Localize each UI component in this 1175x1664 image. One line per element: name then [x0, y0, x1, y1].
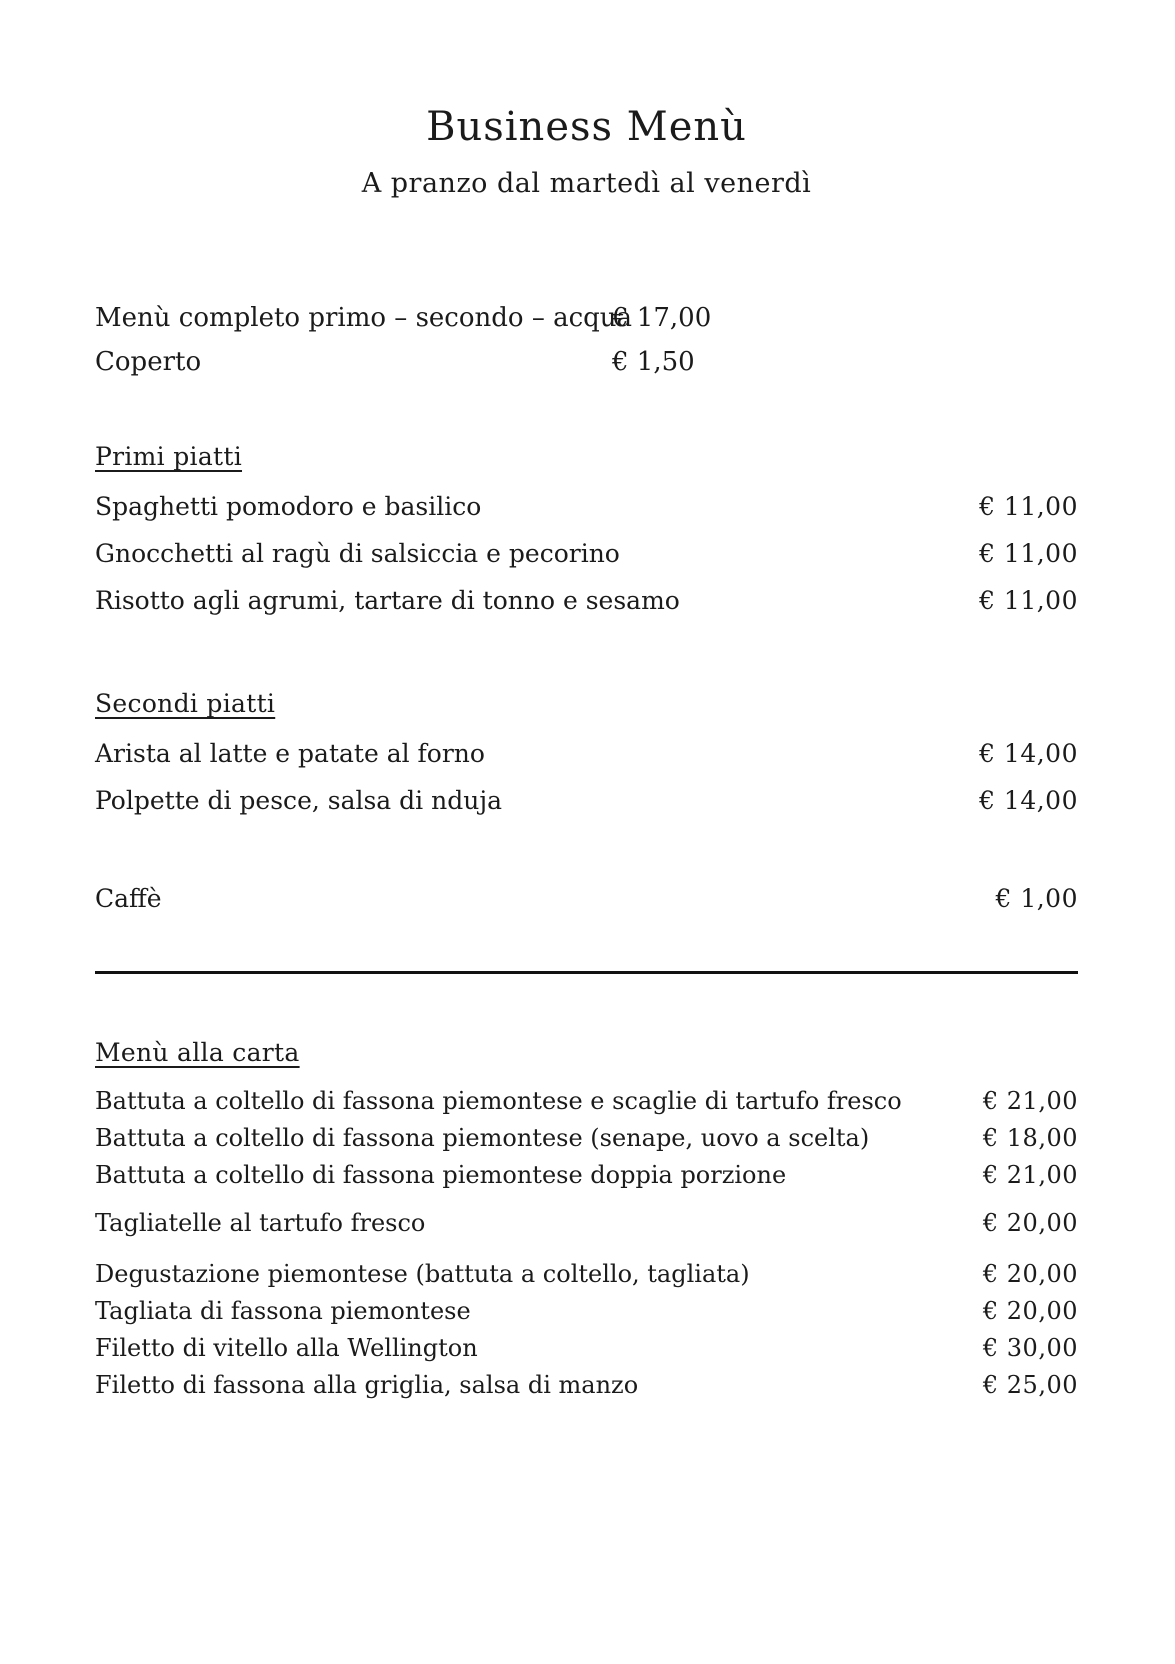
menu-row: [95, 483, 1078, 530]
dish-price: € 11,00: [979, 586, 1078, 615]
dish-name: Degustazione piemontese (battuta a coltello, tagliata): [95, 1260, 750, 1288]
dish-name: Tagliata di fassona piemontese: [95, 1297, 471, 1325]
carta-group: [95, 1083, 1078, 1194]
carta-group: [95, 1205, 1078, 1242]
dish-name: Battuta a coltello di fassona piemontese e scaglie di tartufo fresco: [95, 1087, 902, 1115]
summary-block: [95, 296, 1078, 384]
primi-items: [95, 483, 1078, 624]
page-subtitle: A pranzo dal martedì al venerdì: [361, 168, 812, 199]
section-secondi-piatti: [95, 686, 1078, 824]
menu-row: [95, 875, 1078, 922]
dish-price: € 20,00: [982, 1260, 1078, 1288]
menu-row: [95, 1367, 1078, 1404]
dish-price: € 30,00: [982, 1334, 1078, 1362]
dish-name: Battuta a coltello di fassona piemontese (senape, uovo a scelta): [95, 1124, 870, 1152]
menu-row: [95, 530, 1078, 577]
summary-price: € 17,00: [612, 303, 712, 333]
menu-row: [95, 777, 1078, 824]
menu-row: [95, 1293, 1078, 1330]
dish-price: € 18,00: [982, 1124, 1078, 1152]
dish-price: € 1,00: [995, 884, 1078, 913]
dish-name: Filetto di fassona alla griglia, salsa di manzo: [95, 1371, 639, 1399]
dish-name: Arista al latte e patate al forno: [95, 739, 485, 768]
section-coffee: [95, 875, 1078, 922]
summary-price: € 1,50: [612, 347, 695, 377]
dish-name: Spaghetti pomodoro e basilico: [95, 492, 482, 521]
menu-row: [95, 1330, 1078, 1367]
section-heading-carta: Menù alla carta: [95, 1038, 300, 1067]
dish-price: € 14,00: [979, 786, 1078, 815]
summary-label: Menù completo primo – secondo – acqua: [95, 303, 633, 333]
dish-price: € 14,00: [979, 739, 1078, 768]
section-heading-secondi: Secondi piatti: [95, 689, 276, 718]
dish-name: Battuta a coltello di fassona piemontese doppia porzione: [95, 1161, 787, 1189]
summary-row: [95, 340, 1078, 384]
carta-group: [95, 1256, 1078, 1404]
menu-row: [95, 1205, 1078, 1242]
dish-name: Caffè: [95, 884, 162, 913]
page-title: Business Menù: [426, 104, 747, 150]
dish-price: € 21,00: [982, 1087, 1078, 1115]
dish-price: € 20,00: [982, 1209, 1078, 1237]
section-primi-piatti: [95, 439, 1078, 624]
menu-row: [95, 1256, 1078, 1293]
section-divider: [95, 971, 1078, 974]
menu-content: [95, 0, 1078, 1404]
dish-name: Gnocchetti al ragù di salsiccia e pecorino: [95, 539, 620, 568]
dish-price: € 20,00: [982, 1297, 1078, 1325]
secondi-items: [95, 730, 1078, 824]
dish-price: € 11,00: [979, 492, 1078, 521]
dish-name: Polpette di pesce, salsa di nduja: [95, 786, 502, 815]
section-heading-primi: Primi piatti: [95, 442, 243, 471]
dish-name: Filetto di vitello alla Wellington: [95, 1334, 478, 1362]
section-menu-alla-carta: [95, 1035, 1078, 1404]
dish-name: Tagliatelle al tartufo fresco: [95, 1209, 426, 1237]
menu-row: [95, 1083, 1078, 1120]
dish-price: € 25,00: [982, 1371, 1078, 1399]
menu-row: [95, 577, 1078, 624]
dish-price: € 11,00: [979, 539, 1078, 568]
summary-label: Coperto: [95, 347, 202, 377]
dish-price: € 21,00: [982, 1161, 1078, 1189]
menu-row: [95, 730, 1078, 777]
menu-row: [95, 1120, 1078, 1157]
dish-name: Risotto agli agrumi, tartare di tonno e sesamo: [95, 586, 680, 615]
menu-row: [95, 1157, 1078, 1194]
summary-row: [95, 296, 1078, 340]
